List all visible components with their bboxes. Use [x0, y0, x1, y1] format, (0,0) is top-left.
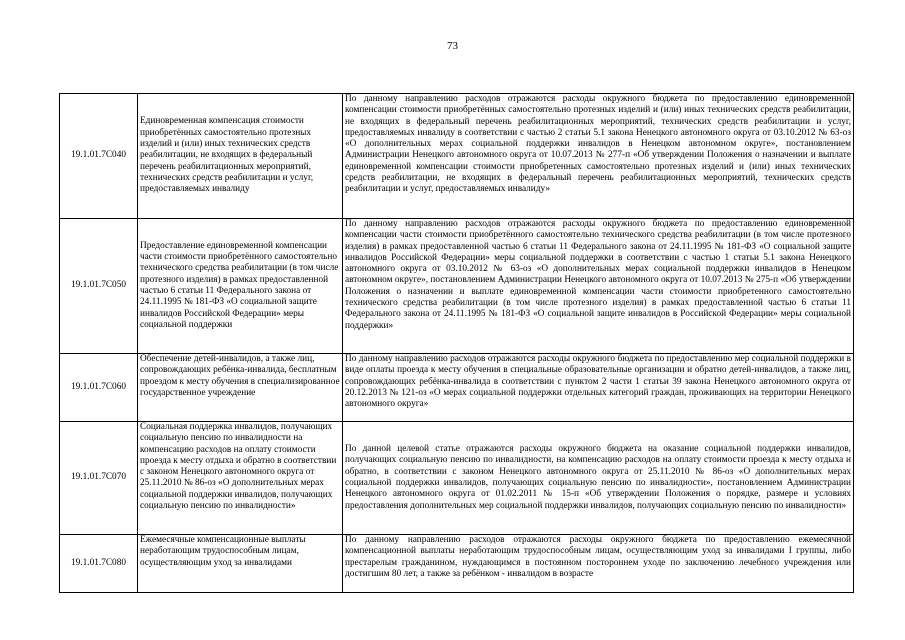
table-row: [60, 219, 854, 354]
page-number: 73: [447, 40, 458, 52]
table-row: [60, 94, 854, 219]
table-row: [60, 354, 854, 422]
code-cell: 19.1.01.7С080: [60, 535, 138, 593]
table-row: [60, 422, 854, 535]
code-cell: 19.1.01.7С050: [60, 219, 138, 354]
description-cell: По данному направлению расходов отражаются расходы окружного бюджета по предоставлению единовременной компенсации стоимости приобретённых самостоятельно протезных изделий и (или) иных технических средств реабилитации, не входящих в федеральный перечень реабилитационных мероприятий, технических средств реабилитации и услуг, предоставляемых инвалиду в соответствии с частью 2 статьи 5.1 закона Ненецкого автономного округа от 03.10.2012 № 63-оз «О дополнительных мерах социальной поддержки инвалидов в Ненецком автономном округе», постановлением Администрации Ненецкого автономного округа от 10.07.2013 № 277-п «Об утверждении Положения о назначении и выплате единовременной компенсации стоимости приобретенных самостоятельно протезных изделий и (или) иных технических средств реабилитации, не входящих в федеральный перечень реабилитационных мероприятий, технических средств реабилитации и услуг, предоставляемых инвалиду»: [343, 94, 854, 219]
name-cell: Единовременная компенсация стоимости приобретённых самостоятельно протезных изделий и (или) иных технических средств реабилитации, не входящих в федеральный перечень реабилитационных мероприятий, технических средств реабилитации и услуг, предоставляемых инвалиду: [138, 94, 343, 219]
table-row: [60, 535, 854, 593]
name-cell: Обеспечение детей-инвалидов, а также лиц, сопровождающих ребёнка-инвалида, бесплатным проездом к месту обучения в специализированное государственное учреждение: [138, 354, 343, 422]
name-cell: Ежемесячные компенсационные выплаты неработающим трудоспособным лицам, осуществляющим уход за инвалидами: [138, 535, 343, 593]
code-cell: 19.1.01.7С070: [60, 422, 138, 535]
budget-classification-table: [59, 93, 854, 593]
name-cell: Предоставление единовременной компенсации части стоимости приобретённого самостоятельно технического средства реабилитации (в том числе протезного изделия) в рамках предоставленной частью 6 статьи 11 Федерального закона от 24.11.1995 № 181-ФЗ «О социальной защите инвалидов Российской Федерации» меры социальной поддержки: [138, 219, 343, 354]
description-cell: По данному направлению расходов отражаются расходы окружного бюджета по предоставлению ежемесячной компенсационной выплаты неработающим трудоспособным лицам, осуществляющим уход за инвалидами I группы, либо престарелым гражданином, нуждающимся в постоянном постороннем уходе по заключению лечебного учреждения или достигшим 80 лет, а также за ребёнком - инвалидом в возрасте: [343, 535, 854, 593]
description-cell: По данному направлению расходов отражаются расходы окружного бюджета по предоставлению единовременной компенсации части стоимости приобретённого самостоятельно технического средства реабилитации (в том числе протезного изделия) в рамках предоставленной частью 6 статьи 11 Федерального закона от 24.11.1995 № 181-ФЗ «О социальной защите инвалидов Российской Федерации» меры социальной поддержки в соответствии с частью 1 статьи 5.1 закона Ненецкого автономного округа от 03.10.2012 № 63-оз «О дополнительных мерах социальной поддержки инвалидов в Ненецком автономном округе», постановлением Администрации Ненецкого автономного округа от 10.07.2013 № 275-п «Об утверждении Положения о назначении и выплате единовременной компенсации части стоимости приобретенного самостоятельно технического средства реабилитации (в том числе протезного изделия) в рамках предоставленной частью 6 статьи 11 Федерального закона от 24.11.1995 № 181-ФЗ «О социальной защите инвалидов в Российской Федерации» меры социальной поддержки»: [343, 219, 854, 354]
code-cell: 19.1.01.7С040: [60, 94, 138, 219]
code-cell: 19.1.01.7С060: [60, 354, 138, 422]
description-cell: По данному направлению расходов отражаются расходы окружного бюджета по предоставлению мер социальной поддержки в виде оплаты проезда к месту обучения в специальные образовательные организации и обратно детей-инвалидов, а также лиц, сопровождающих ребёнка-инвалида в соответствии с пунктом 2 части 1 статьи 39 закона Ненецкого автономного округа от 20.12.2013 № 121-оз «О мерах социальной поддержки отдельных категорий граждан, проживающих на территории Ненецкого автономного округа»: [343, 354, 854, 422]
name-cell: Социальная поддержка инвалидов, получающих социальную пенсию по инвалидности на компенсацию расходов на оплату стоимости проезда к месту отдыха и обратно в соответствии с законом Ненецкого автономного округа от 25.11.2010 № 86-оз «О дополнительных мерах социальной поддержки инвалидов, получающих социальную пенсию по инвалидности»: [138, 422, 343, 535]
description-cell: По данной целевой статье отражаются расходы окружного бюджета на оказание социальной поддержки инвалидов, получающих социальную пенсию по инвалидности, на компенсацию расходов на оплату стоимости проезда к месту отдыха и обратно, в соответствии с законом Ненецкого автономного округа от 25.11.2010 № 86-оз «О дополнительных мерах социальной поддержки инвалидов, получающих социальную пенсию по инвалидности», постановлением Администрации Ненецкого автономного округа от 01.02.2011 № 15-п «Об утверждении Положения о порядке, размере и условиях предоставления дополнительных мер социальной поддержки инвалидов, получающих социальную пенсию по инвалидности»: [343, 422, 854, 535]
